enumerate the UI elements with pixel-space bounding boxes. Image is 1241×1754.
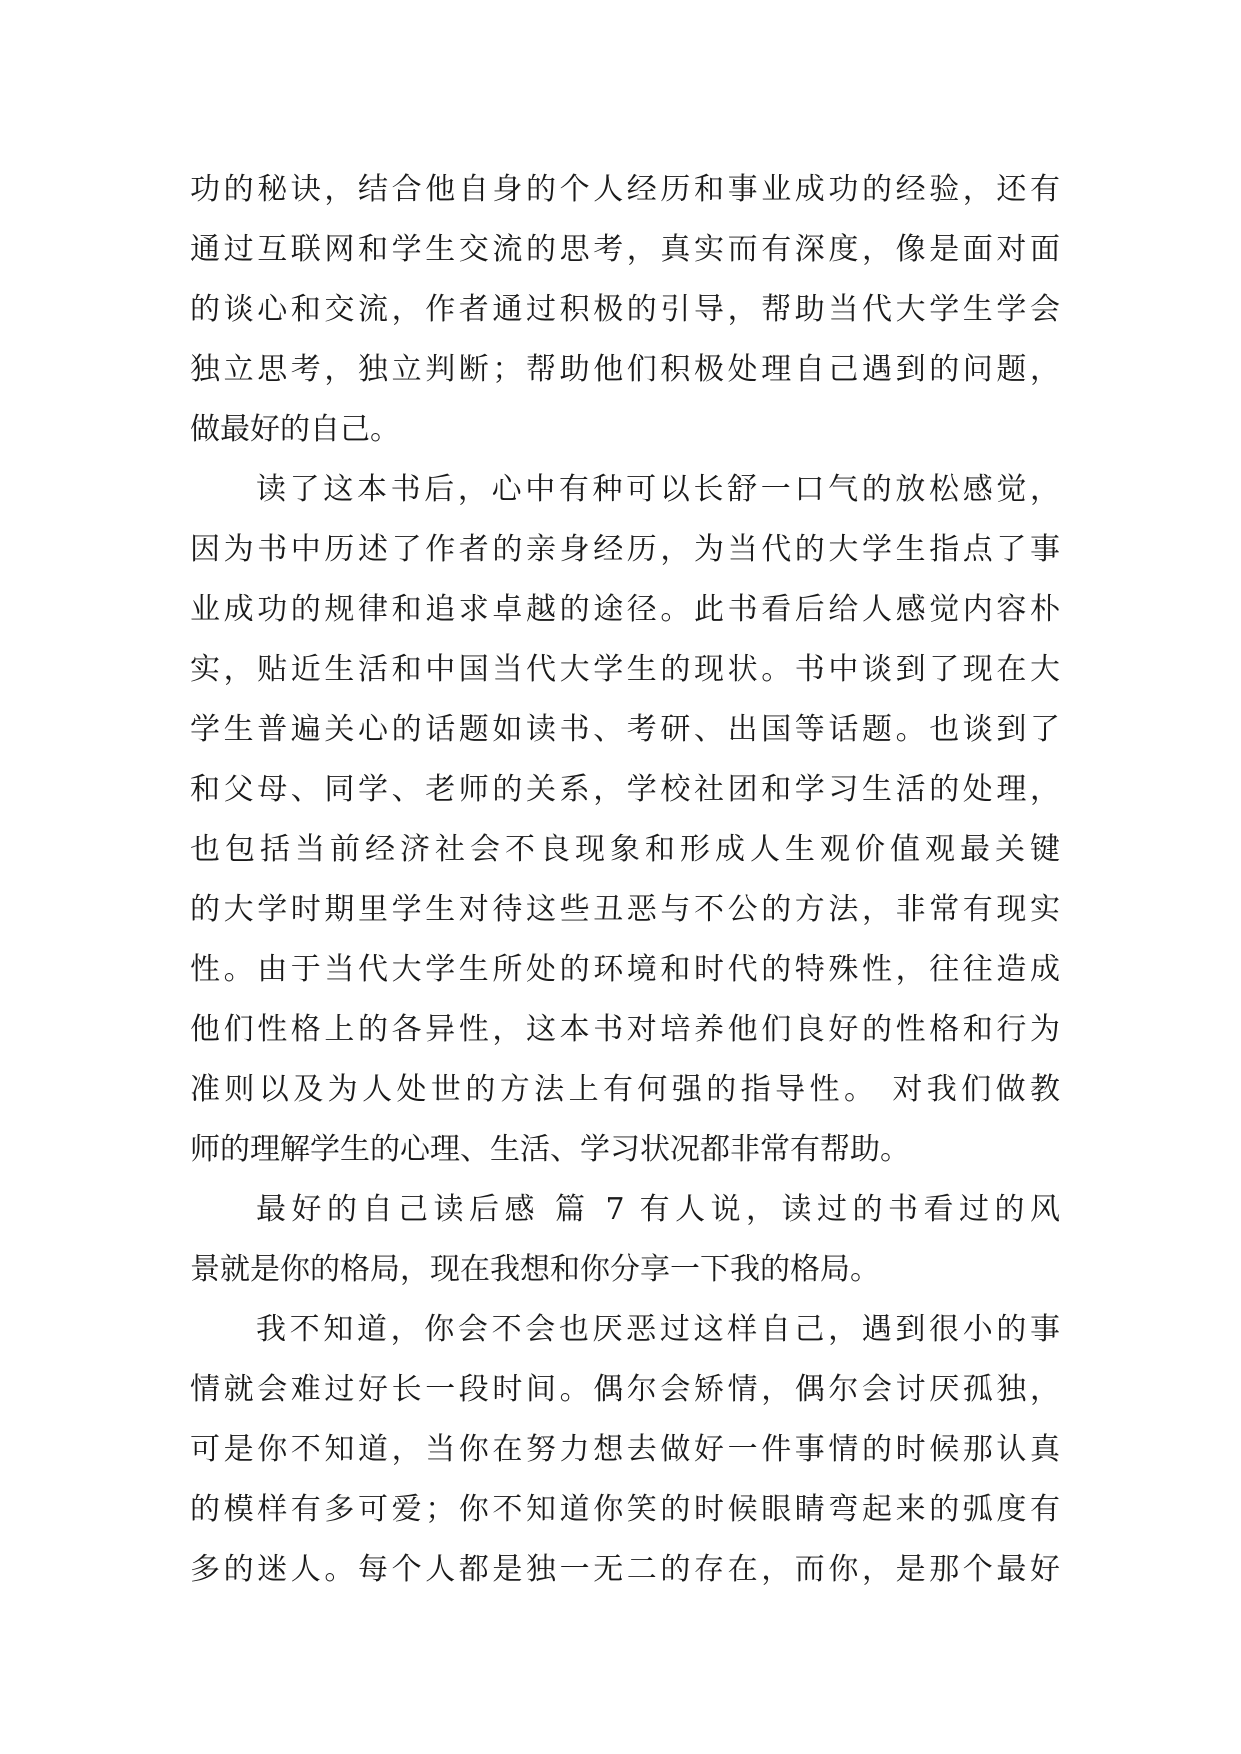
text-line: 做最好的自己。 bbox=[190, 412, 400, 447]
text-line: 的大学时期里学生对待这些丑恶与不公的方法，非常有现实 bbox=[190, 892, 1060, 927]
text-line: 功的秘诀，结合他自身的个人经历和事业成功的经验，还有 bbox=[190, 172, 1060, 207]
text-line: 情就会难过好长一段时间。偶尔会矫情，偶尔会讨厌孤独， bbox=[190, 1372, 1060, 1407]
text-line: 性。由于当代大学生所处的环境和时代的特殊性，往往造成 bbox=[190, 952, 1060, 987]
text-line: 和父母、同学、老师的关系，学校社团和学习生活的处理， bbox=[190, 772, 1060, 807]
text-line: 准则以及为人处世的方法上有何强的指导性。 对我们做教 bbox=[190, 1072, 1060, 1107]
body-text bbox=[190, 160, 1060, 1600]
text-line: 学生普遍关心的话题如读书、考研、出国等话题。也谈到了 bbox=[190, 712, 1060, 747]
text-line: 实，贴近生活和中国当代大学生的现状。书中谈到了现在大 bbox=[190, 652, 1060, 687]
text-line: 最好的自己读后感 篇 7 有人说，读过的书看过的风 bbox=[256, 1192, 1060, 1227]
text-line: 他们性格上的各异性，这本书对培养他们良好的性格和行为 bbox=[190, 1012, 1060, 1047]
text-line: 也包括当前经济社会不良现象和形成人生观价值观最关键 bbox=[190, 832, 1060, 867]
text-line: 独立思考，独立判断；帮助他们积极处理自己遇到的问题， bbox=[190, 352, 1060, 387]
text-line: 景就是你的格局，现在我想和你分享一下我的格局。 bbox=[190, 1252, 880, 1287]
text-line: 的谈心和交流，作者通过积极的引导，帮助当代大学生学会 bbox=[190, 292, 1060, 327]
text-line: 我不知道，你会不会也厌恶过这样自己，遇到很小的事 bbox=[256, 1312, 1060, 1347]
text-line: 可是你不知道，当你在努力想去做好一件事情的时候那认真 bbox=[190, 1432, 1060, 1467]
text-line: 的模样有多可爱；你不知道你笑的时候眼睛弯起来的弧度有 bbox=[190, 1492, 1060, 1527]
text-line: 业成功的规律和追求卓越的途径。此书看后给人感觉内容朴 bbox=[190, 592, 1060, 627]
text-line: 多的迷人。每个人都是独一无二的存在，而你，是那个最好 bbox=[190, 1552, 1060, 1587]
text-line: 因为书中历述了作者的亲身经历，为当代的大学生指点了事 bbox=[190, 532, 1060, 567]
text-line: 读了这本书后，心中有种可以长舒一口气的放松感觉， bbox=[256, 472, 1060, 507]
text-line: 师的理解学生的心理、生活、学习状况都非常有帮助。 bbox=[190, 1132, 910, 1167]
text-line: 通过互联网和学生交流的思考，真实而有深度，像是面对面 bbox=[190, 232, 1060, 267]
